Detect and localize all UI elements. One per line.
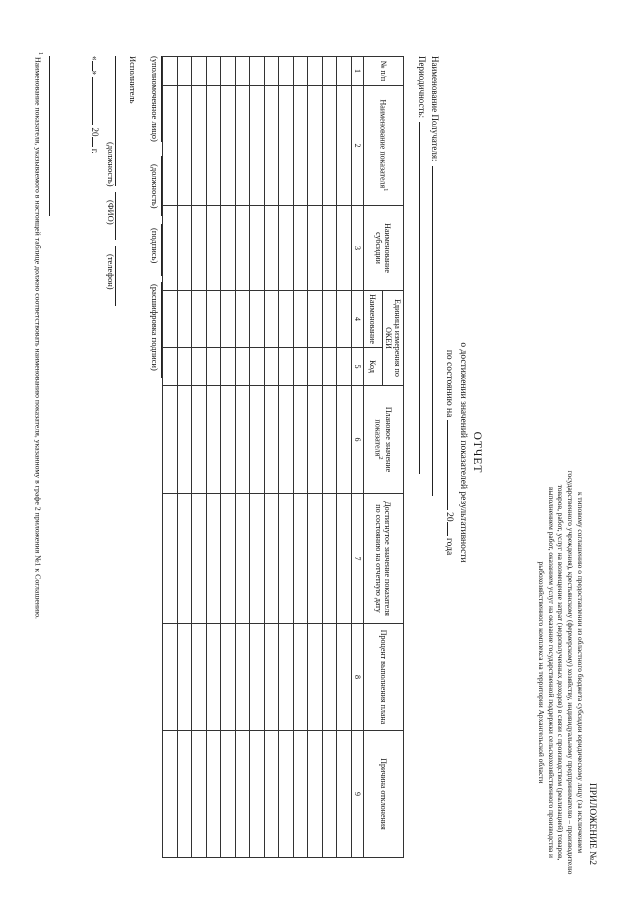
- period-field: [417, 56, 429, 474]
- date-close-quote: »: [90, 70, 100, 75]
- table-row: [178, 57, 193, 858]
- table-cell[interactable]: [236, 624, 251, 731]
- column-number-row: [352, 57, 364, 858]
- table-cell[interactable]: [250, 57, 265, 86]
- table-cell[interactable]: [265, 291, 280, 348]
- table-cell[interactable]: [221, 386, 236, 494]
- table-cell[interactable]: [207, 386, 222, 494]
- table-cell[interactable]: [207, 624, 222, 731]
- table-row: [236, 57, 251, 858]
- table-cell[interactable]: [236, 386, 251, 494]
- table-cell[interactable]: [236, 57, 251, 86]
- executor-phone-line[interactable]: [115, 246, 126, 306]
- footnote: [33, 52, 43, 872]
- table-cell[interactable]: [337, 57, 352, 86]
- header-indicator-label: Наименование показателя: [378, 99, 388, 189]
- report-date-blank[interactable]: [447, 420, 457, 510]
- authorized-line[interactable]: [161, 56, 172, 142]
- executor-label: Исполнитель: [128, 56, 138, 104]
- table-cell[interactable]: [207, 494, 222, 624]
- table-cell[interactable]: [236, 206, 251, 291]
- date-month-blank[interactable]: [92, 77, 102, 125]
- table-cell[interactable]: [279, 624, 294, 731]
- table-cell[interactable]: [308, 206, 323, 291]
- position-caption: (должность): [150, 164, 160, 209]
- footnote-separator: [49, 56, 50, 216]
- table-cell[interactable]: [207, 731, 222, 858]
- decoding-caption: (расшифровка подписи): [150, 284, 160, 371]
- table-cell[interactable]: [337, 731, 352, 858]
- table-cell[interactable]: [236, 494, 251, 624]
- header-percent: Процент выполнения плана: [364, 624, 404, 731]
- table-cell[interactable]: [323, 291, 338, 348]
- table-cell[interactable]: [192, 206, 207, 291]
- table-cell[interactable]: [323, 731, 338, 858]
- table-cell[interactable]: [221, 86, 236, 206]
- report-title: ОТЧЕТ: [471, 431, 483, 474]
- table-cell[interactable]: [236, 291, 251, 348]
- table-cell[interactable]: [221, 624, 236, 731]
- table-cell[interactable]: [250, 624, 265, 731]
- header-achieved: Достигнутое значение показателя по состоянию на отчетную дату: [364, 494, 404, 624]
- table-cell[interactable]: [308, 291, 323, 348]
- table-cell[interactable]: [221, 731, 236, 858]
- table-cell[interactable]: [308, 86, 323, 206]
- table-cell[interactable]: [337, 348, 352, 386]
- table-cell[interactable]: [308, 348, 323, 386]
- table-cell[interactable]: [207, 291, 222, 348]
- signature-line[interactable]: [161, 224, 172, 276]
- table-cell[interactable]: [279, 731, 294, 858]
- table-cell[interactable]: [207, 348, 222, 386]
- table-cell[interactable]: [279, 348, 294, 386]
- date-open-quote: «: [90, 56, 100, 61]
- table-row: [207, 57, 222, 858]
- decoding-line[interactable]: [161, 282, 172, 378]
- table-cell[interactable]: [294, 86, 309, 206]
- table-cell[interactable]: [294, 386, 309, 494]
- table-row: [294, 57, 309, 858]
- table-row: [279, 57, 294, 858]
- table-cell[interactable]: [192, 731, 207, 858]
- appendix-text: к типовому соглашению о предоставлении из областного бюджета субсидии юридическому лицу (за исключением государственного учреждения), крестьянскому (фермерскому) хозяйству, индивидуальному предпринимателю – производителю товаров, работ, услуг на возмещение затрат (недополученных доходов) в связи с производством (реализацией) товаров, выполнением работ, оказанием услуг на оказание государственной поддержки сельскохозяйственного производства и рыбохозяйственного комплекса на территории Архангельской области: [536, 470, 585, 875]
- table-cell[interactable]: [250, 348, 265, 386]
- table-cell[interactable]: [323, 386, 338, 494]
- table-cell[interactable]: [265, 624, 280, 731]
- table-cell[interactable]: [178, 291, 193, 348]
- table-cell[interactable]: [337, 291, 352, 348]
- executor-name-caption: (ФИО): [106, 200, 116, 225]
- table-cell[interactable]: [250, 494, 265, 624]
- header-plan-note: 2: [377, 456, 385, 460]
- table-cell[interactable]: [279, 386, 294, 494]
- table-row: [337, 57, 352, 858]
- header-reason: Причина отклонения: [364, 731, 404, 858]
- footnote-mark: 1: [37, 52, 43, 55]
- indicators-table: [163, 56, 405, 858]
- report-date-year: 20: [443, 512, 454, 522]
- report-subtitle: о достижении значений показателей результативности: [458, 342, 468, 563]
- table-cell[interactable]: [221, 206, 236, 291]
- table-cell[interactable]: [337, 624, 352, 731]
- position-line[interactable]: [161, 156, 172, 216]
- header-indicator-note: 1: [381, 188, 389, 192]
- signature-block: [132, 56, 172, 857]
- table-cell[interactable]: [207, 206, 222, 291]
- header-unit-code: Код: [364, 348, 383, 386]
- table-cell[interactable]: [294, 624, 309, 731]
- table-cell[interactable]: [250, 386, 265, 494]
- table-row: [192, 57, 207, 858]
- table-cell[interactable]: [337, 494, 352, 624]
- table-cell[interactable]: [192, 386, 207, 494]
- table-cell[interactable]: [337, 386, 352, 494]
- signature-caption: (подпись): [150, 228, 160, 264]
- report-date-suffix: года: [443, 537, 454, 556]
- column-number: 6: [352, 386, 364, 494]
- table-body: [163, 57, 352, 858]
- table-cell[interactable]: [250, 291, 265, 348]
- table-cell[interactable]: [178, 494, 193, 624]
- table-cell[interactable]: [178, 624, 193, 731]
- table-cell[interactable]: [294, 206, 309, 291]
- table-cell[interactable]: [178, 206, 193, 291]
- report-date-line: [442, 0, 456, 905]
- table-cell[interactable]: [265, 348, 280, 386]
- table-cell[interactable]: [192, 348, 207, 386]
- table-cell[interactable]: [192, 57, 207, 86]
- column-number: 2: [352, 86, 364, 206]
- header-subsidy: Наименование субсидии: [364, 206, 404, 291]
- table-cell[interactable]: [294, 494, 309, 624]
- table-cell[interactable]: [265, 57, 280, 86]
- table-row: [323, 57, 338, 858]
- table-cell[interactable]: [221, 57, 236, 86]
- column-number: 4: [352, 291, 364, 348]
- table-cell[interactable]: [279, 291, 294, 348]
- footnote-text: Наименование показателя, указываемого в настоящей таблице должно соответствовать наименованию показателя, указанному в графе 2 приложения №1 к Соглашению.: [33, 56, 43, 619]
- table-cell[interactable]: [308, 57, 323, 86]
- table-cell[interactable]: [337, 206, 352, 291]
- table-cell[interactable]: [207, 86, 222, 206]
- executor-name-line[interactable]: [115, 192, 126, 240]
- table-cell[interactable]: [279, 206, 294, 291]
- date-year: 20: [90, 127, 100, 137]
- table-cell[interactable]: [294, 291, 309, 348]
- executor-block: [108, 56, 138, 857]
- header-indicator: [364, 86, 404, 206]
- table-cell[interactable]: [323, 57, 338, 86]
- table-cell[interactable]: [192, 624, 207, 731]
- table-cell[interactable]: [178, 386, 193, 494]
- table-cell[interactable]: [236, 86, 251, 206]
- period-label: Периодичность:: [417, 56, 427, 119]
- table-row: [265, 57, 280, 858]
- table-cell[interactable]: [236, 348, 251, 386]
- recipient-label: Наименование Получателя:: [430, 56, 440, 162]
- table-cell[interactable]: [221, 291, 236, 348]
- executor-position-caption: (должность): [106, 142, 116, 187]
- table-cell[interactable]: [308, 624, 323, 731]
- table-cell[interactable]: [250, 86, 265, 206]
- report-date-prefix: по состоянию на: [443, 349, 454, 418]
- table-cell[interactable]: [308, 386, 323, 494]
- table-cell[interactable]: [265, 731, 280, 858]
- column-number: 7: [352, 494, 364, 624]
- report-subtitle-block: [442, 0, 469, 905]
- table-cell[interactable]: [279, 86, 294, 206]
- table-cell[interactable]: [265, 86, 280, 206]
- recipient-field: [430, 56, 442, 496]
- table-cell[interactable]: [250, 206, 265, 291]
- header-unit-name: Наименование: [364, 291, 383, 348]
- table-cell[interactable]: [192, 291, 207, 348]
- table-cell[interactable]: [178, 348, 193, 386]
- table-cell[interactable]: [294, 57, 309, 86]
- appendix-title: ПРИЛОЖЕНИЕ №2: [587, 782, 597, 865]
- table-cell[interactable]: [221, 494, 236, 624]
- table-cell[interactable]: [323, 86, 338, 206]
- table-cell[interactable]: [337, 86, 352, 206]
- period-input-line[interactable]: [419, 122, 429, 474]
- table-row: [250, 57, 265, 858]
- table-cell[interactable]: [207, 57, 222, 86]
- table-cell[interactable]: [308, 731, 323, 858]
- table-cell[interactable]: [192, 86, 207, 206]
- table-cell[interactable]: [323, 494, 338, 624]
- table-row: [221, 57, 236, 858]
- table-cell[interactable]: [308, 494, 323, 624]
- table-cell[interactable]: [192, 494, 207, 624]
- table-cell[interactable]: [294, 731, 309, 858]
- column-number: 8: [352, 624, 364, 731]
- table-cell[interactable]: [221, 348, 236, 386]
- column-number: 9: [352, 731, 364, 858]
- table-cell[interactable]: [323, 206, 338, 291]
- table-cell[interactable]: [250, 731, 265, 858]
- table-cell[interactable]: [178, 731, 193, 858]
- executor-position-line[interactable]: [115, 56, 126, 186]
- header-plan: [364, 386, 404, 494]
- header-plan-label: Плановое значение показателя: [373, 406, 394, 473]
- date-year-blank[interactable]: [92, 137, 102, 147]
- table-cell[interactable]: [323, 624, 338, 731]
- recipient-input-line[interactable]: [432, 166, 442, 496]
- executor-phone-caption: (телефон): [106, 254, 116, 290]
- header-num: № п/п: [364, 57, 404, 86]
- table-cell[interactable]: [178, 57, 193, 86]
- table-cell[interactable]: [265, 206, 280, 291]
- table-cell[interactable]: [279, 494, 294, 624]
- table-cell[interactable]: [323, 348, 338, 386]
- column-number: 3: [352, 206, 364, 291]
- table-cell[interactable]: [265, 386, 280, 494]
- date-suffix: г.: [90, 148, 100, 154]
- date-day-blank[interactable]: [92, 61, 102, 71]
- table-cell[interactable]: [279, 57, 294, 86]
- table-row: [308, 57, 323, 858]
- header-unit: Единица измерения по ОКЕИ: [383, 291, 404, 386]
- table-cell[interactable]: [178, 86, 193, 206]
- column-number: 5: [352, 348, 364, 386]
- table-cell[interactable]: [236, 731, 251, 858]
- authorized-caption: (уполномоченное лицо): [150, 56, 160, 142]
- table-cell[interactable]: [265, 494, 280, 624]
- column-number: 1: [352, 57, 364, 86]
- date-line: [90, 56, 102, 154]
- report-year-blank[interactable]: [447, 522, 457, 536]
- table-cell[interactable]: [294, 348, 309, 386]
